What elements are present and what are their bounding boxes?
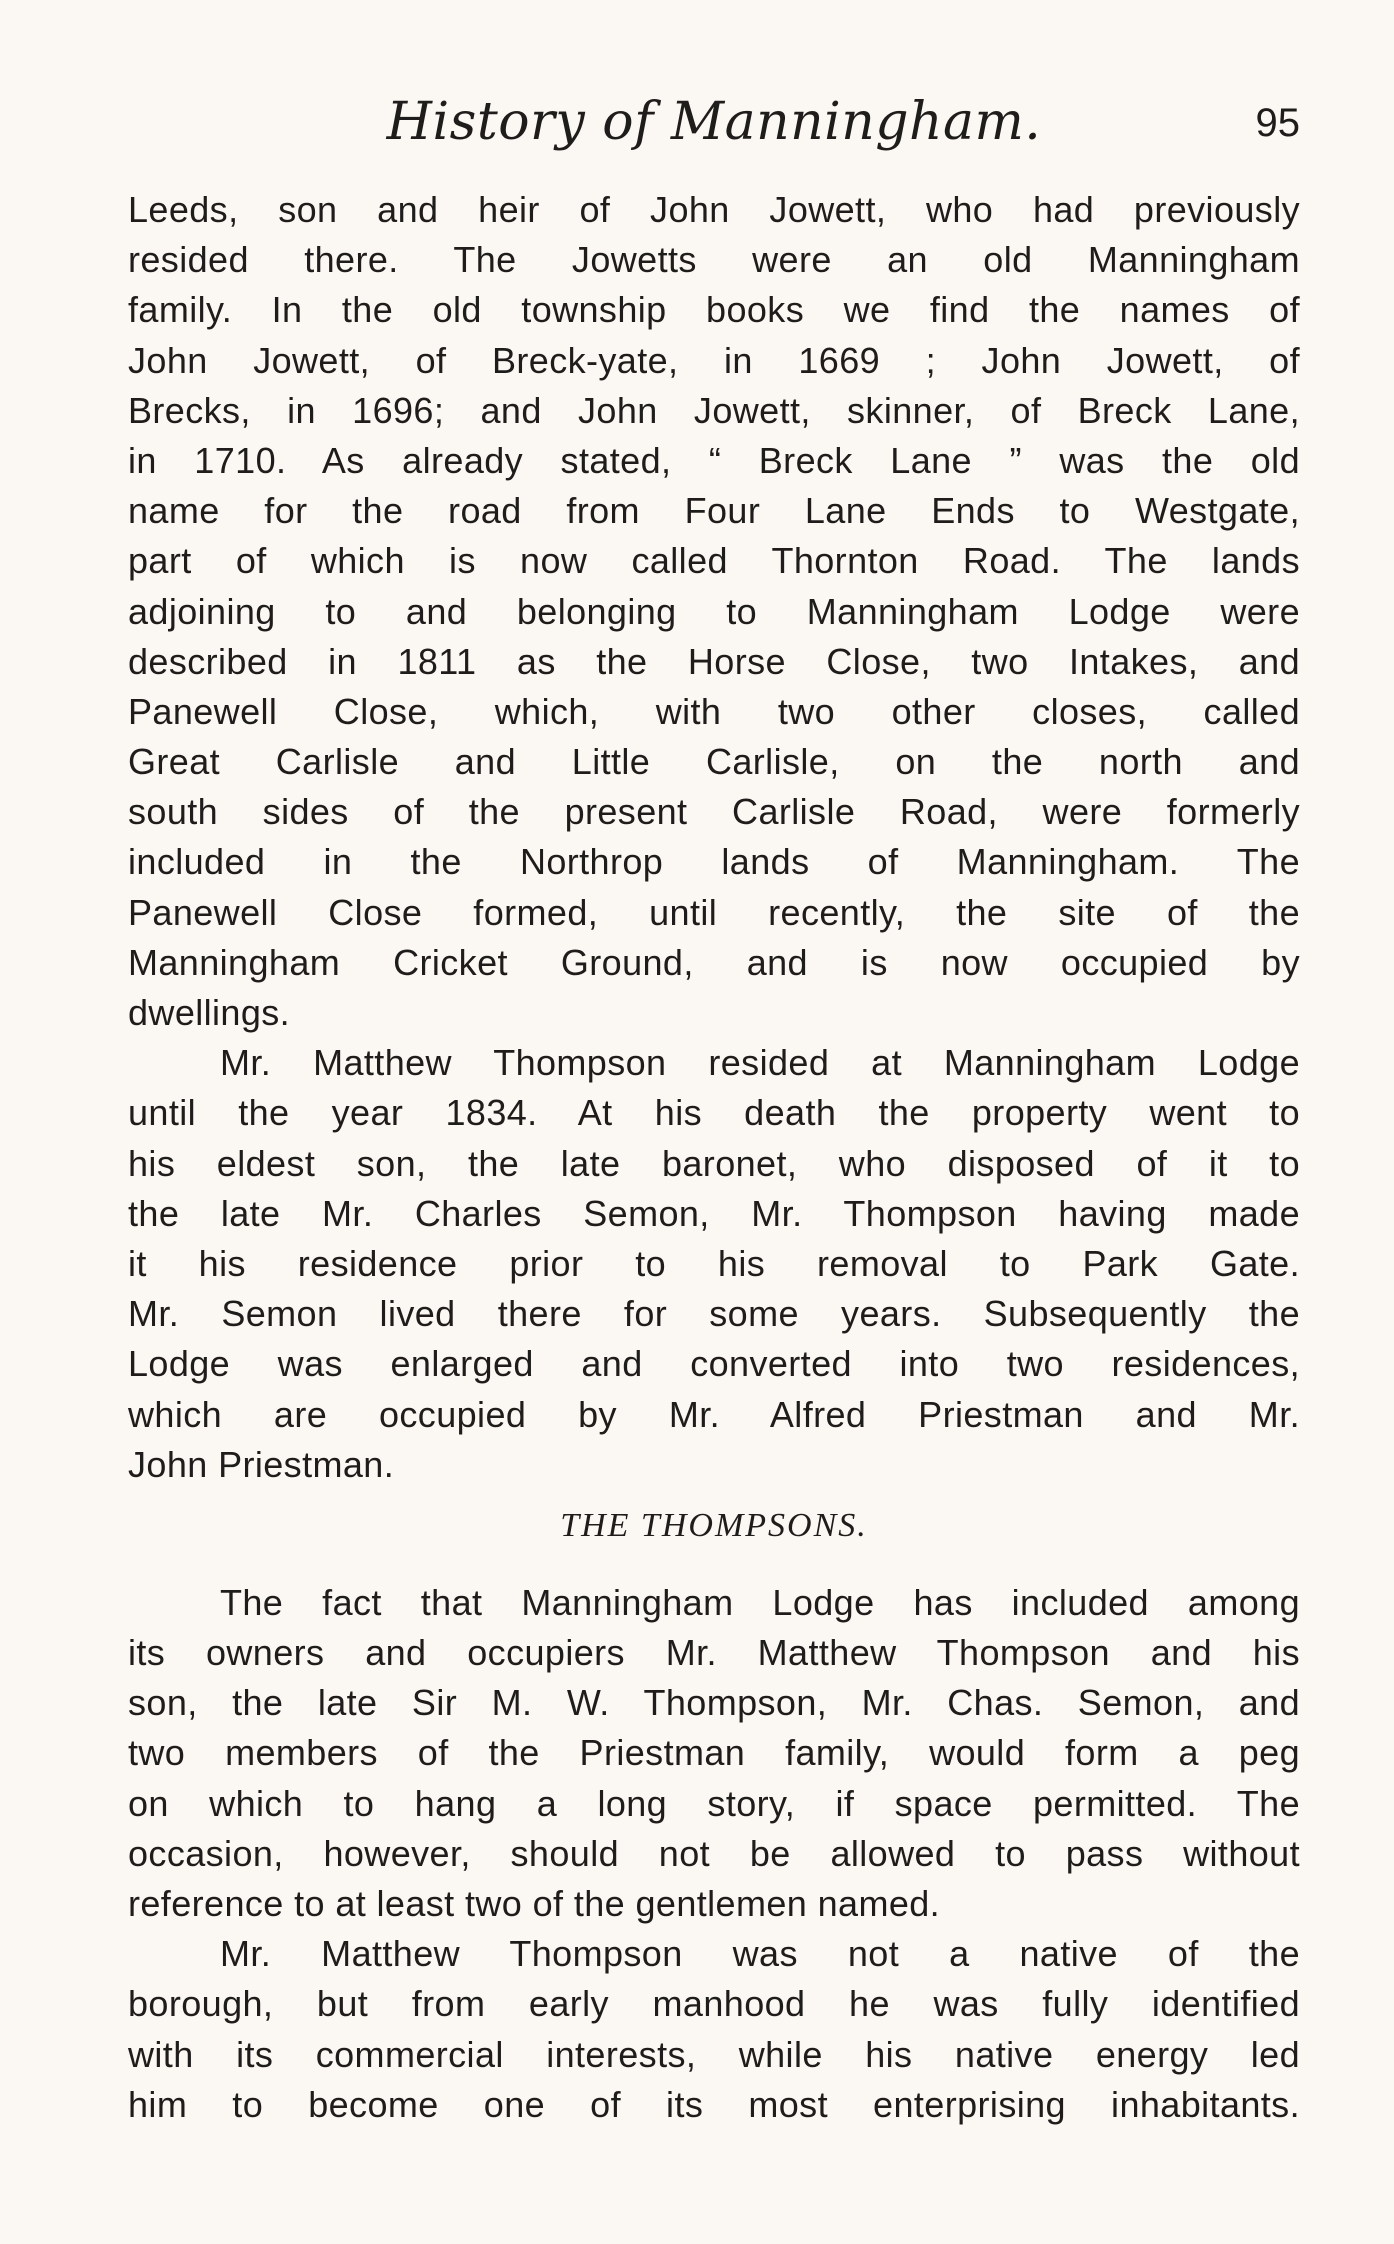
text-line: him to become one of its most enterprising inhabitants. bbox=[128, 2083, 1300, 2125]
text-line: Mr. Semon lived there for some years. Subsequently the bbox=[128, 1293, 1300, 1335]
paragraph bbox=[128, 1578, 1300, 1929]
text-line: adjoining to and belonging to Manningham Lodge were bbox=[128, 590, 1300, 632]
section-heading: THE THOMPSONS. bbox=[560, 1506, 868, 1544]
text-line: Manningham Cricket Ground, and is now occupied by bbox=[128, 941, 1300, 983]
text-line: two members of the Priestman family, would form a peg bbox=[128, 1732, 1300, 1774]
text-line: Brecks, in 1696; and John Jowett, skinner, of Breck Lane, bbox=[128, 389, 1300, 431]
text-line: described in 1811 as the Horse Close, two Intakes, and bbox=[128, 640, 1300, 682]
text-line: Mr. Matthew Thompson was not a native of the bbox=[220, 1933, 1300, 1975]
text-line: with its commercial interests, while his native energy led bbox=[128, 2033, 1300, 2075]
text-line: Panewell Close formed, until recently, the site of the bbox=[128, 891, 1300, 933]
text-line: the late Mr. Charles Semon, Mr. Thompson having made bbox=[128, 1192, 1300, 1234]
running-head bbox=[128, 82, 1300, 162]
paragraph bbox=[128, 185, 1300, 1038]
text-line: in 1710. As already stated, “ Breck Lane ” was the old bbox=[128, 439, 1300, 481]
text-line: its owners and occupiers Mr. Matthew Thompson and his bbox=[128, 1632, 1300, 1674]
text-line: included in the Northrop lands of Manningham. The bbox=[128, 841, 1300, 883]
text-line: his eldest son, the late baronet, who disposed of it to bbox=[128, 1142, 1300, 1184]
text-line: south sides of the present Carlisle Road, were formerly bbox=[128, 791, 1300, 833]
text-line: on which to hang a long story, if space permitted. The bbox=[128, 1782, 1300, 1824]
text-line: occasion, however, should not be allowed to pass without bbox=[128, 1832, 1300, 1874]
running-title: History of Manningham. bbox=[386, 92, 1042, 152]
text-line: Lodge was enlarged and converted into two residences, bbox=[128, 1343, 1300, 1385]
text-line: Mr. Matthew Thompson resided at Manningham Lodge bbox=[220, 1042, 1300, 1084]
text-line: Great Carlisle and Little Carlisle, on the north and bbox=[128, 741, 1300, 783]
text-line: Leeds, son and heir of John Jowett, who had previously bbox=[128, 189, 1300, 230]
text-line: resided there. The Jowetts were an old Manningham bbox=[128, 239, 1300, 281]
text-line: son, the late Sir M. W. Thompson, Mr. Chas. Semon, and bbox=[128, 1682, 1300, 1724]
text-line: it his residence prior to his removal to Park Gate. bbox=[128, 1242, 1300, 1284]
page-number: 95 bbox=[1255, 101, 1300, 145]
text-line: John Jowett, of Breck-yate, in 1669 ; John Jowett, of bbox=[128, 339, 1300, 381]
text-line: which are occupied by Mr. Alfred Priestman and Mr. bbox=[128, 1393, 1300, 1435]
text-line: name for the road from Four Lane Ends to Westgate, bbox=[128, 490, 1300, 532]
text-line: borough, but from early manhood he was fully identified bbox=[128, 1983, 1300, 2025]
paragraph bbox=[128, 1038, 1300, 1490]
body-text bbox=[128, 185, 1300, 2130]
text-line: reference to at least two of the gentlemen named. bbox=[128, 1883, 941, 1924]
text-line: until the year 1834. At his death the property went to bbox=[128, 1092, 1300, 1134]
paragraph bbox=[128, 1929, 1300, 2130]
text-line: dwellings. bbox=[128, 992, 291, 1033]
text-line: John Priestman. bbox=[128, 1443, 395, 1485]
text-line: Panewell Close, which, with two other closes, called bbox=[128, 690, 1300, 732]
text-line: family. In the old township books we find the names of bbox=[128, 289, 1300, 331]
text-line: part of which is now called Thornton Road. The lands bbox=[128, 540, 1300, 582]
text-line: The fact that Manningham Lodge has included among bbox=[220, 1581, 1300, 1623]
